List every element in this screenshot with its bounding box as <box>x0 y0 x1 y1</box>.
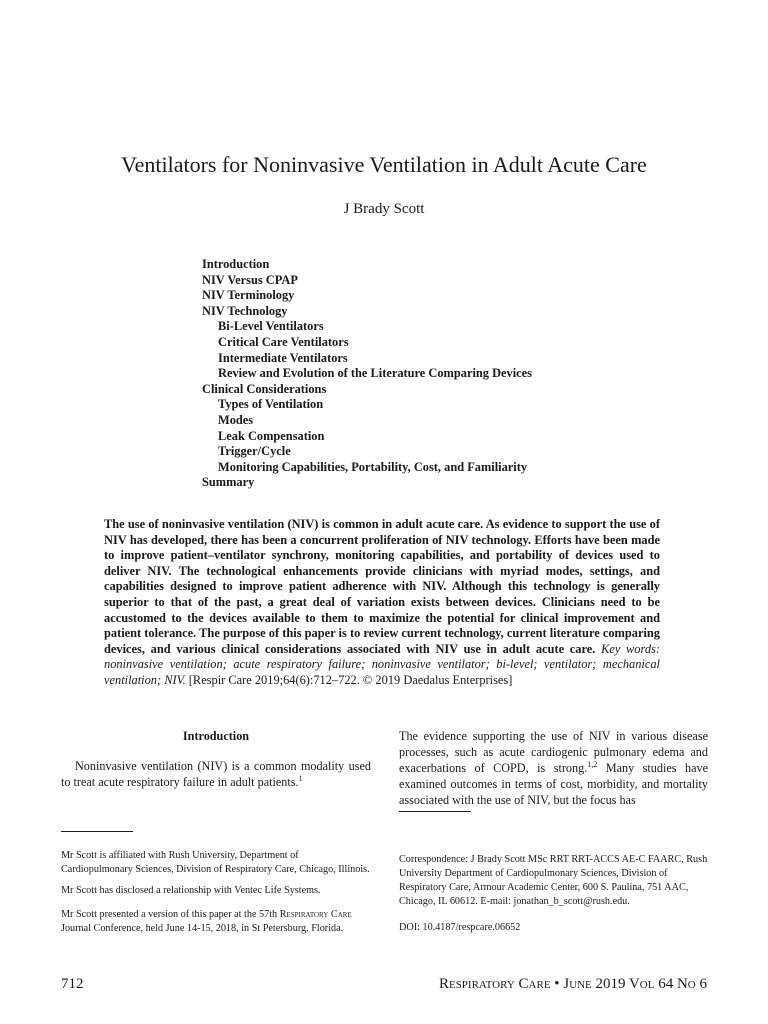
page-number: 712 <box>61 976 84 992</box>
intro-right-text-2: Many studies have examined outcomes in terms of cost, morbidity, and mortality associated with the use of NIV, but the focus has <box>399 761 708 807</box>
presented-prefix: Mr Scott presented a version of this paper at the 57th <box>61 909 280 920</box>
footnote-affiliation: Mr Scott is affiliated with Rush University, Department of Cardiopulmonary Sciences, Division of Respiratory Care, Chicago, Illinois. <box>61 850 370 875</box>
section-heading-introduction: Introduction <box>182 729 250 743</box>
reference-marker: 1 <box>298 774 303 783</box>
author-name: J Brady Scott <box>343 201 425 217</box>
toc-item: Summary <box>202 475 255 490</box>
toc-item: Trigger/Cycle <box>218 444 291 459</box>
right-column <box>399 728 708 808</box>
toc-item: Bi-Level Ventilators <box>218 319 324 334</box>
reference-marker: 1,2 <box>587 760 598 769</box>
footnote-divider-right <box>399 811 471 812</box>
footnote-disclosure: Mr Scott has disclosed a relationship with Ventec Life Systems. <box>61 885 321 896</box>
footnote-presented <box>61 908 371 936</box>
toc-item: Modes <box>218 412 254 427</box>
abstract-citation: [Respir Care 2019;64(6):712–722. © 2019 Daedalus Enterprises] <box>188 672 513 687</box>
intro-left-text: Noninvasive ventilation (NIV) is a common modality used to treat acute respiratory failure in adult patients. <box>61 759 371 789</box>
abstract-keywords: Key words: noninvasive ventilation; acute respiratory failure; noninvasive ventilator; bi-level; ventilator; mechanical ventilation; NIV. <box>104 641 660 687</box>
intro-right-text-1: The evidence supporting the use of NIV in various disease processes, such as acute cardiogenic pulmonary edema and exacerbations of COPD, is strong. <box>399 729 708 775</box>
toc-item: Types of Ventilation <box>218 397 324 412</box>
toc-item: NIV Technology <box>202 303 288 318</box>
toc-item: Introduction <box>202 257 270 271</box>
journal-footer: Respiratory Care • June 2019 Vol 64 No 6 <box>438 976 707 992</box>
table-of-contents <box>202 257 602 491</box>
footnote-doi: DOI: 10.4187/respcare.06652 <box>399 922 521 933</box>
abstract-body: The use of noninvasive ventilation (NIV) is common in adult acute care. As evidence to support the use of NIV has developed, there has been a concurrent proliferation of NIV technology. Efforts have been made to improve patient–ventilator synchrony, monitoring capabilities, and portability of devices used to deliver NIV. The technological enhancements provide clinicians with myriad modes, settings, and capabilities designed to improve patient adherence with NIV. Although this technology is generally superior to that of the past, a great deal of variation exists between devices. Clinicians need to be accustomed to the devices available to them to maximize the potential for clinical improvement and patient tolerance. The purpose of this paper is to review current technology, current literature comparing devices, and various clinical considerations associated with NIV use in adult acute care. <box>104 517 660 656</box>
footnote-divider-left <box>61 831 133 832</box>
toc-item: Leak Compensation <box>218 428 325 443</box>
toc-item: Critical Care Ventilators <box>218 334 349 349</box>
presented-journal: Respiratory Care <box>279 909 352 920</box>
abstract <box>104 517 660 689</box>
intro-paragraph-right <box>399 728 708 808</box>
presented-suffix: Journal Conference, held June 14-15, 2018, in St Petersburg, Florida. <box>61 923 344 934</box>
paper-title: Ventilators for Noninvasive Ventilation in Adult Acute Care <box>121 152 647 177</box>
left-column <box>61 728 371 790</box>
toc-item: Clinical Considerations <box>202 381 327 396</box>
toc-item: NIV Versus CPAP <box>202 272 298 287</box>
toc-item: Monitoring Capabilities, Portability, Cost, and Familiarity <box>218 459 528 474</box>
footnote-correspondence: Correspondence: J Brady Scott MSc RRT RRT-ACCS AE-C FAARC, Rush University Department of Cardiopulmonary Sciences, Division of Respiratory Care, Armour Academic Center, 600 S. Paulina, 751 AAC, Chicago, IL 60612. E-mail: jonathan_b_scott@rush.edu. <box>399 854 708 907</box>
toc-item: Intermediate Ventilators <box>218 350 348 365</box>
toc-item: Review and Evolution of the Literature Comparing Devices <box>218 366 532 381</box>
toc-item: NIV Terminology <box>202 288 295 303</box>
intro-paragraph-left <box>61 758 371 790</box>
